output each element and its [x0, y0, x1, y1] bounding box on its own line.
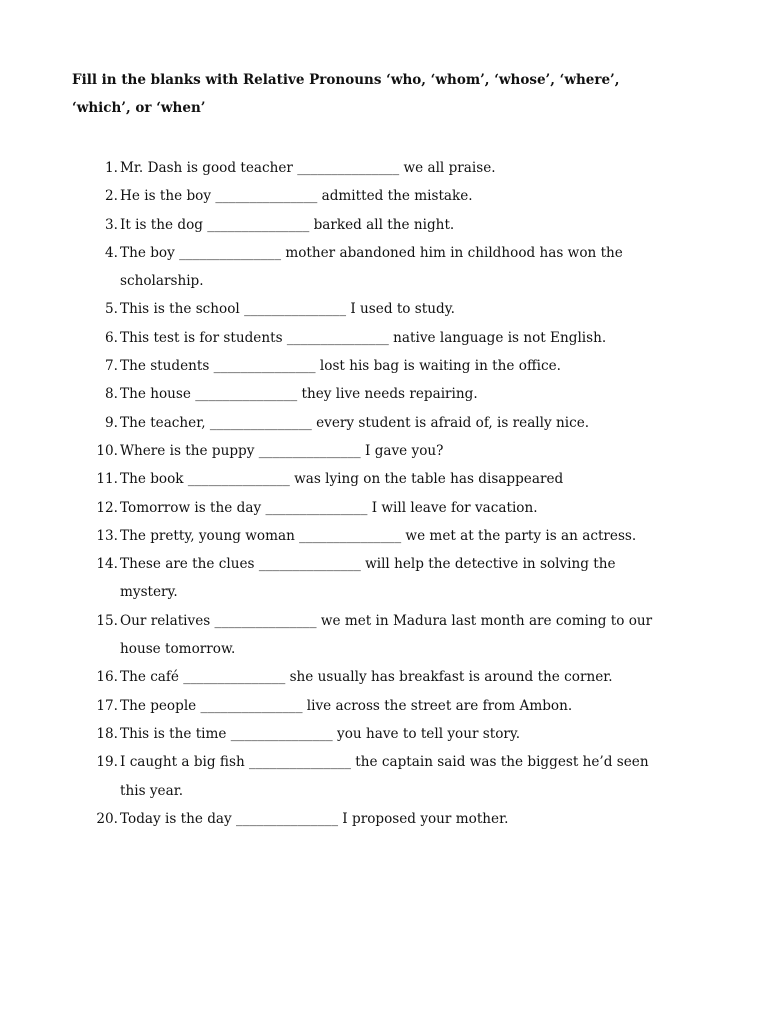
item-number: 13.	[96, 527, 118, 544]
instructions-line-1: Fill in the blanks with Relative Pronouns ‘who, ‘whom’, ‘whose’, ‘where’,	[72, 72, 620, 88]
instructions-heading	[72, 66, 712, 122]
item-sentence	[120, 663, 700, 691]
sentence-line: The teacher, _______________ every student is afraid of, is really nice.	[120, 414, 590, 431]
list-item	[0, 409, 768, 437]
sentence-line: It is the dog _______________ barked all the night.	[120, 216, 455, 233]
instructions-line-2: ‘which’, or ‘when’	[72, 100, 206, 116]
item-sentence	[120, 748, 700, 805]
sentence-line: house tomorrow.	[120, 641, 236, 658]
list-item	[0, 154, 768, 182]
item-number: 16.	[96, 669, 118, 686]
list-item	[0, 239, 768, 296]
sentence-line: These are the clues _______________ will help the detective in solving the	[120, 556, 616, 573]
item-number: 18.	[96, 725, 118, 742]
item-sentence	[120, 352, 700, 380]
item-sentence	[120, 522, 700, 550]
item-sentence	[120, 324, 700, 352]
list-item	[0, 748, 768, 805]
item-number: 1.	[105, 160, 118, 176]
sentence-line: This is the school _______________ I used to study.	[120, 301, 455, 318]
sentence-line: Mr. Dash is good teacher _______________ we all praise.	[120, 160, 496, 176]
item-number: 14.	[96, 556, 118, 573]
list-item	[0, 522, 768, 550]
sentence-line: The pretty, young woman _______________ we met at the party is an actress.	[120, 527, 637, 544]
item-number: 17.	[96, 697, 118, 714]
item-number: 20.	[96, 810, 118, 827]
item-sentence	[120, 437, 700, 465]
item-number: 5.	[105, 301, 118, 318]
sentence-line: Today is the day _______________ I proposed your mother.	[120, 810, 509, 827]
item-sentence	[120, 154, 700, 182]
list-item	[0, 465, 768, 493]
sentence-line: The house _______________ they live needs repairing.	[120, 386, 478, 403]
list-item	[0, 550, 768, 607]
list-item	[0, 437, 768, 465]
item-sentence	[120, 409, 700, 437]
item-sentence	[120, 720, 700, 748]
sentence-line: Tomorrow is the day _______________ I will leave for vacation.	[120, 499, 538, 516]
sentence-line: This is the time _______________ you have to tell your story.	[120, 725, 521, 742]
item-sentence	[120, 295, 700, 323]
sentence-line: The book _______________ was lying on the table has disappeared	[120, 471, 564, 488]
item-number: 6.	[105, 329, 118, 346]
sentence-line: Where is the puppy _______________ I gave you?	[120, 442, 444, 459]
item-number: 15.	[96, 612, 118, 629]
list-item	[0, 324, 768, 352]
list-item	[0, 607, 768, 664]
item-number: 9.	[105, 414, 118, 431]
list-item	[0, 720, 768, 748]
item-number: 10.	[96, 442, 118, 459]
list-item	[0, 211, 768, 239]
list-item	[0, 692, 768, 720]
item-sentence	[120, 239, 700, 296]
item-number: 19.	[96, 754, 118, 771]
item-sentence	[120, 550, 700, 607]
sentence-line: He is the boy _______________ admitted the mistake.	[120, 188, 473, 205]
item-number: 7.	[105, 358, 118, 375]
list-item	[0, 182, 768, 210]
item-sentence	[120, 805, 700, 833]
item-sentence	[120, 211, 700, 239]
sentence-line: Our relatives _______________ we met in Madura last month are coming to our	[120, 612, 653, 629]
list-item	[0, 663, 768, 691]
sentence-line: I caught a big fish _______________ the captain said was the biggest he’d seen	[120, 754, 649, 771]
sentence-line: scholarship.	[120, 273, 204, 290]
item-number: 2.	[105, 188, 118, 205]
item-sentence	[120, 380, 700, 408]
item-number: 11.	[96, 471, 118, 488]
sentence-line: This test is for students _______________ native language is not English.	[120, 329, 607, 346]
list-item	[0, 494, 768, 522]
list-item	[0, 805, 768, 833]
sentence-line: The café _______________ she usually has breakfast is around the corner.	[120, 669, 613, 686]
sentence-line: The boy _______________ mother abandoned him in childhood has won the	[120, 244, 623, 261]
item-number: 12.	[96, 499, 118, 516]
item-number: 3.	[105, 216, 118, 233]
sentence-line: The students _______________ lost his bag is waiting in the office.	[120, 358, 561, 375]
list-item	[0, 352, 768, 380]
sentence-line: this year.	[120, 782, 184, 799]
item-sentence	[120, 494, 700, 522]
item-sentence	[120, 182, 700, 210]
item-number: 4.	[105, 244, 118, 261]
item-number: 8.	[105, 386, 118, 403]
list-item	[0, 295, 768, 323]
exercise-list	[0, 154, 768, 833]
item-sentence	[120, 465, 700, 493]
sentence-line: mystery.	[120, 584, 178, 601]
list-item	[0, 380, 768, 408]
item-sentence	[120, 692, 700, 720]
item-sentence	[120, 607, 700, 664]
sentence-line: The people _______________ live across the street are from Ambon.	[120, 697, 573, 714]
